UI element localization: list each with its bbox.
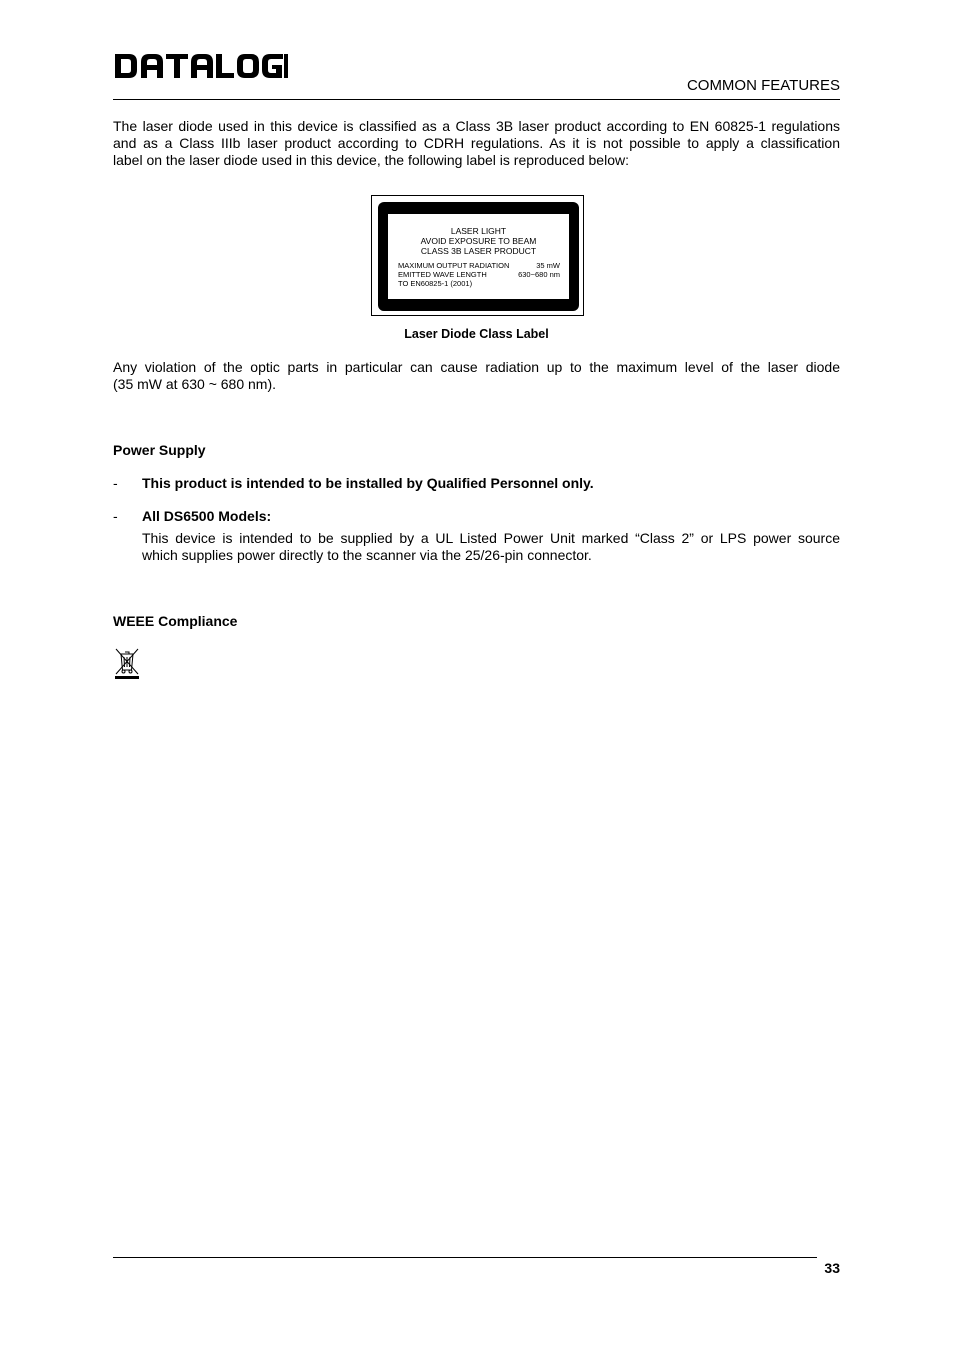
intro-line-3: label on the laser diode used in this device, the following label is reproduced below: — [113, 152, 629, 168]
label-content-area — [388, 214, 569, 299]
crossed-out-wheelie-bin-icon — [113, 646, 141, 680]
label-max-output-value: 35 mW — [536, 261, 560, 270]
intro-line-2: and as a Class IIIb laser product according to CDRH regulations. As it is not possible to apply a classification — [113, 135, 840, 151]
weee-heading: WEEE Compliance — [113, 613, 238, 629]
footer-rule — [113, 1257, 817, 1258]
label-wavelength-row — [398, 270, 560, 279]
intro-line-1: The laser diode used in this device is classified as a Class 3B laser product according to EN 60825-1 regulations — [113, 118, 840, 134]
power-supply-heading: Power Supply — [113, 442, 206, 458]
violation-paragraph — [113, 359, 840, 393]
page-number: 33 — [824, 1260, 840, 1276]
label-wavelength-label: EMITTED WAVE LENGTH — [398, 270, 487, 279]
laser-class-label — [371, 195, 584, 316]
figure-caption: Laser Diode Class Label — [404, 327, 549, 341]
label-black-border — [378, 202, 579, 311]
header-rule — [113, 99, 840, 100]
label-max-output-label: MAXIMUM OUTPUT RADIATION — [398, 261, 510, 270]
label-line-1: LASER LIGHT — [450, 226, 507, 236]
bullet-all-models: All DS6500 Models: — [142, 508, 272, 524]
label-max-output-row — [398, 261, 560, 270]
violation-line-2: (35 mW at 630 ~ 680 nm). — [113, 376, 277, 392]
bullet-dash-1: - — [113, 475, 118, 491]
bullet-dash-2: - — [113, 508, 118, 524]
intro-paragraph — [113, 118, 840, 169]
section-title: COMMON FEATURES — [686, 77, 840, 94]
label-line-3: CLASS 3B LASER PRODUCT — [420, 246, 537, 256]
bullet-qualified-personnel: This product is intended to be installed by Qualified Personnel only. — [142, 475, 594, 491]
label-line-2: AVOID EXPOSURE TO BEAM — [420, 236, 537, 246]
power-body-line-2: which supplies power directly to the scanner via the 25/26-pin connector. — [142, 547, 592, 563]
violation-line-1: Any violation of the optic parts in particular can cause radiation up to the maximum level of the laser diode — [113, 359, 840, 375]
datalogic-logo — [113, 50, 289, 82]
power-supply-body — [142, 530, 840, 564]
power-body-line-1: This device is intended to be supplied by a UL Listed Power Unit marked “Class 2” or LPS power source — [142, 530, 840, 546]
label-wavelength-value: 630~680 nm — [518, 270, 560, 279]
label-standard: TO EN60825-1 (2001) — [398, 279, 473, 288]
